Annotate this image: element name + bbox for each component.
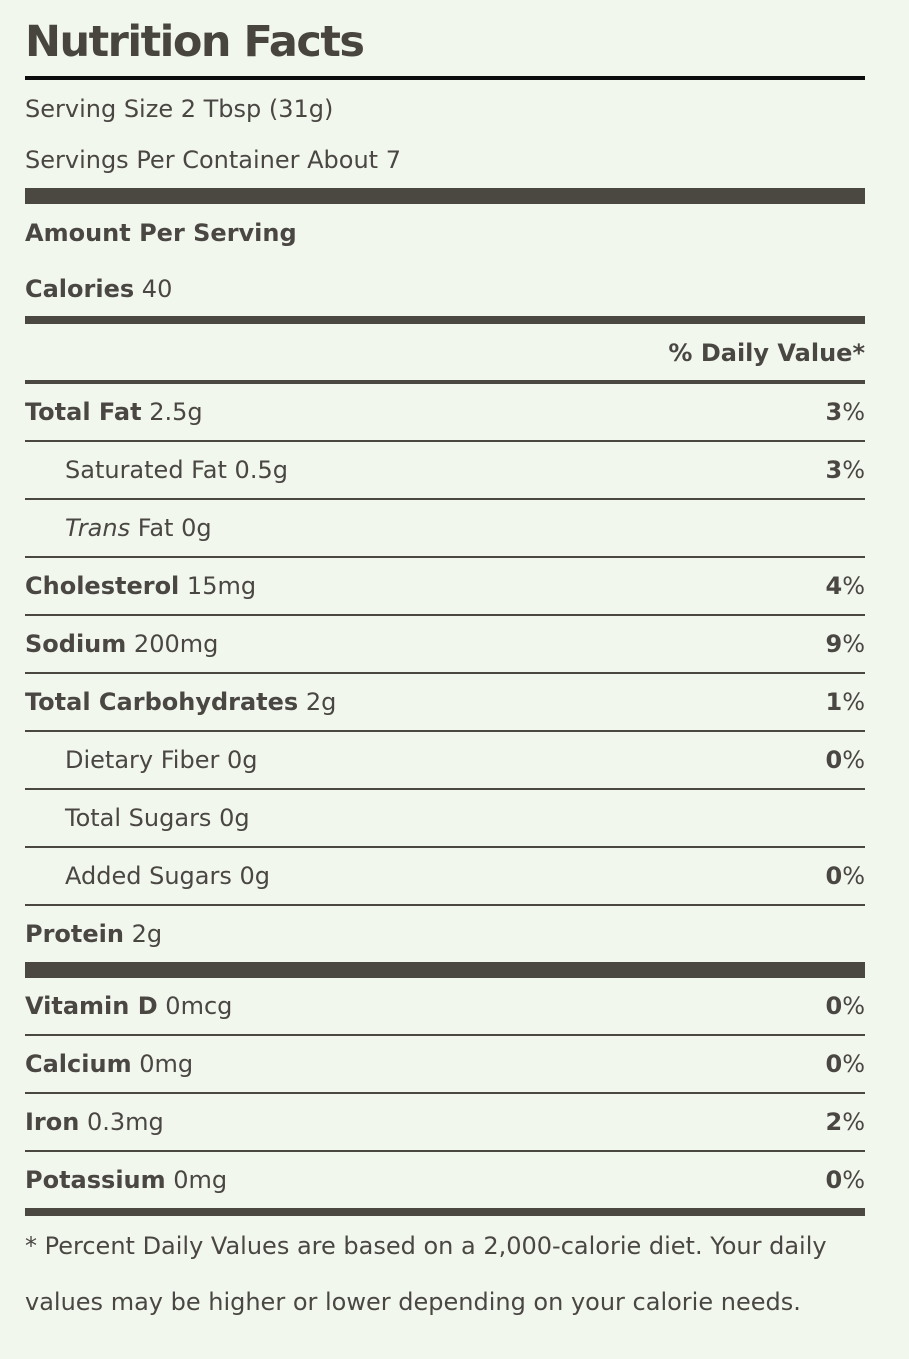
nutrient-row-sodium xyxy=(25,616,865,674)
nutrient-amount: 2g xyxy=(305,688,337,716)
daily-value-number: 0 xyxy=(825,992,843,1020)
nutrient-amount: 0g xyxy=(219,804,250,832)
daily-value-header: % Daily Value* xyxy=(668,339,865,367)
vitamin-row-calcium xyxy=(25,1036,865,1094)
nutrient-row-saturated-fat xyxy=(25,442,865,500)
nutrition-facts-panel xyxy=(25,0,865,1330)
daily-value-unit: % xyxy=(842,572,865,600)
footnote xyxy=(25,1216,865,1330)
calories-line xyxy=(25,260,865,316)
nutrient-label: Saturated Fat xyxy=(65,456,227,484)
daily-value-number: 3 xyxy=(825,398,843,426)
daily-value-unit: % xyxy=(842,746,865,774)
nutrient-row-total-sugars xyxy=(25,790,865,848)
nutrient-row-dietary-fiber xyxy=(25,732,865,790)
nutrient-label-italic: Trans xyxy=(65,514,131,542)
calories-label: Calories xyxy=(25,275,135,303)
nutrient-label: Sodium xyxy=(25,630,127,658)
nutrient-label: Protein xyxy=(25,920,124,948)
vitamin-label: Calcium xyxy=(25,1050,132,1078)
nutrient-row-cholesterol xyxy=(25,558,865,616)
nutrient-label: Total Fat xyxy=(25,398,142,426)
nutrient-row-trans-fat xyxy=(25,500,865,558)
vitamin-row-potassium xyxy=(25,1152,865,1208)
vitamin-label: Vitamin D xyxy=(25,992,158,1020)
nutrient-row-added-sugars xyxy=(25,848,865,906)
nutrient-label: Fat xyxy=(137,514,174,542)
page-title: Nutrition Facts xyxy=(25,17,364,67)
nutrient-label: Total Carbohydrates xyxy=(25,688,299,716)
vitamin-amount: 0mcg xyxy=(165,992,233,1020)
footnote-line: values may be higher or lower depending on your calorie needs. xyxy=(25,1288,801,1316)
nutrient-amount: 0g xyxy=(181,514,212,542)
nutrient-row-total-fat xyxy=(25,384,865,442)
daily-value-unit: % xyxy=(842,1050,865,1078)
medium-divider xyxy=(25,1208,865,1216)
daily-value-unit: % xyxy=(842,992,865,1020)
nutrient-amount: 0g xyxy=(239,862,271,890)
nutrient-label: Total Sugars xyxy=(65,804,212,832)
nutrient-amount: 0.5g xyxy=(234,456,288,484)
nutrient-row-protein xyxy=(25,906,865,962)
daily-value-unit: % xyxy=(842,1166,865,1194)
vitamin-amount: 0.3mg xyxy=(86,1108,164,1136)
servings-per-container: Servings Per Container About 7 xyxy=(25,146,401,174)
nutrient-label: Added Sugars xyxy=(65,862,232,890)
thick-divider xyxy=(25,188,865,204)
nutrient-label: Dietary Fiber xyxy=(65,746,220,774)
medium-divider xyxy=(25,316,865,324)
daily-value-unit: % xyxy=(842,688,865,716)
daily-value-number: 0 xyxy=(825,746,843,774)
vitamin-amount: 0mg xyxy=(173,1166,228,1194)
daily-value-unit: % xyxy=(842,630,865,658)
nutrient-amount: 200mg xyxy=(133,630,219,658)
daily-value-number: 0 xyxy=(825,862,843,890)
nutrient-amount: 0g xyxy=(226,746,258,774)
daily-value-unit: % xyxy=(842,456,865,484)
daily-value-unit: % xyxy=(842,398,865,426)
nutrient-amount: 2g xyxy=(131,920,163,948)
daily-value-number: 1 xyxy=(825,688,843,716)
daily-value-number: 9 xyxy=(825,630,843,658)
vitamin-label: Iron xyxy=(25,1108,80,1136)
daily-value-number: 0 xyxy=(825,1050,843,1078)
daily-value-number: 3 xyxy=(825,456,843,484)
nutrient-amount: 2.5g xyxy=(149,398,203,426)
daily-value-unit: % xyxy=(842,862,865,890)
vitamin-amount: 0mg xyxy=(139,1050,194,1078)
daily-value-unit: % xyxy=(842,1108,865,1136)
nutrient-row-total-carbohydrates xyxy=(25,674,865,732)
serving-size: Serving Size 2 Tbsp (31g) xyxy=(25,95,334,123)
nutrient-amount: 15mg xyxy=(186,572,257,600)
daily-value-number: 4 xyxy=(825,572,843,600)
daily-value-number: 0 xyxy=(825,1166,843,1194)
vitamin-row-vitamin-d xyxy=(25,978,865,1036)
calories-value: 40 xyxy=(141,275,173,303)
amount-per-serving: Amount Per Serving xyxy=(25,219,297,247)
vitamin-label: Potassium xyxy=(25,1166,166,1194)
vitamin-row-iron xyxy=(25,1094,865,1152)
thick-divider xyxy=(25,962,865,978)
nutrient-label: Cholesterol xyxy=(25,572,180,600)
footnote-line: * Percent Daily Values are based on a 2,000-calorie diet. Your daily xyxy=(25,1232,827,1260)
daily-value-number: 2 xyxy=(825,1108,843,1136)
